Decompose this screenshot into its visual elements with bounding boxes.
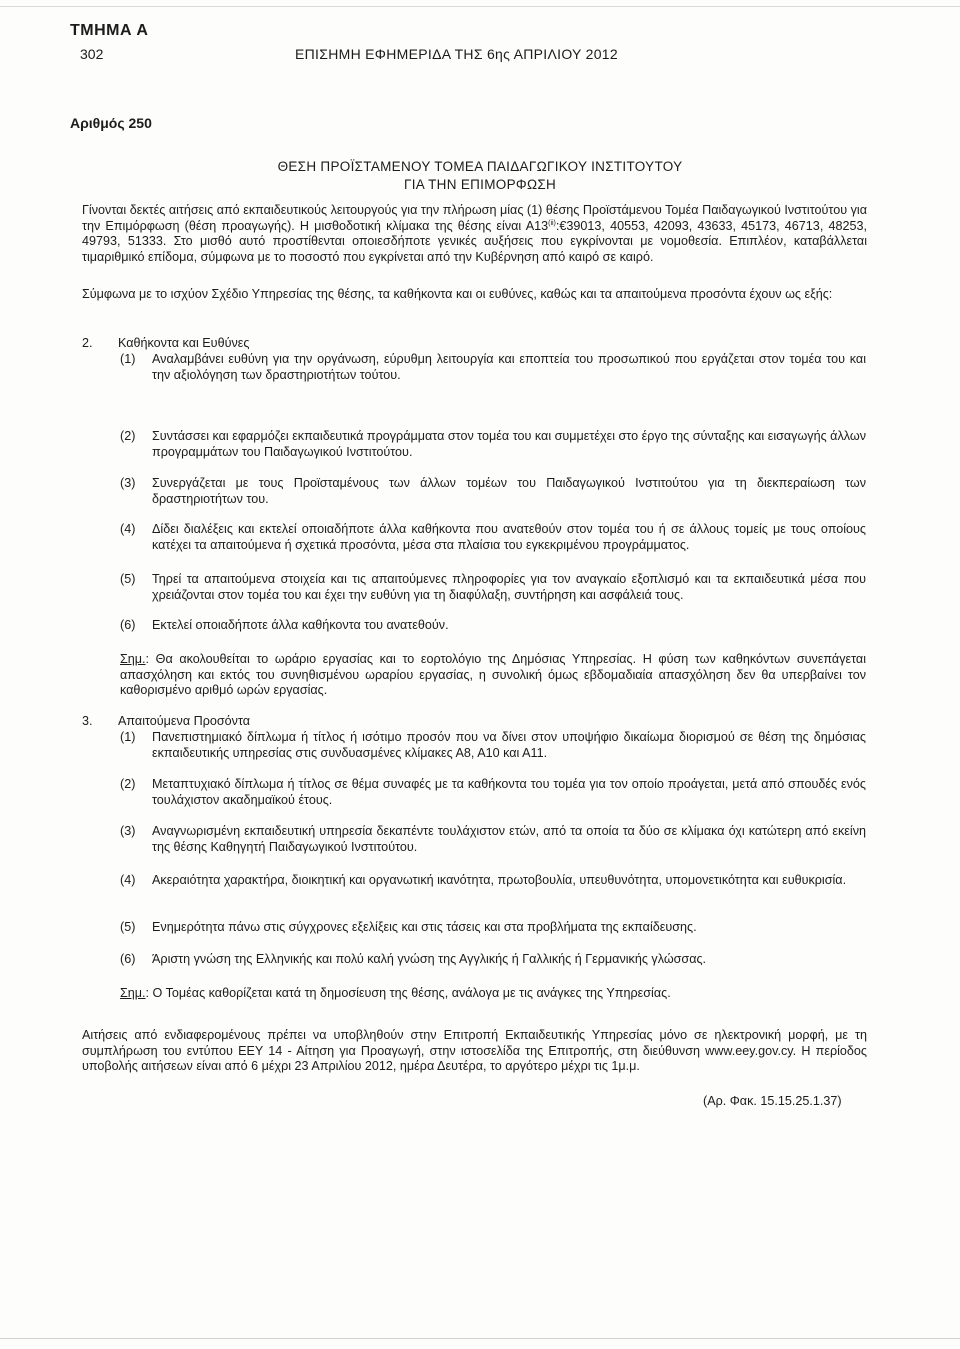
qualification-item-text: Ακεραιότητα χαρακτήρα, διοικητική και οργανωτική ικανότητα, πρωτοβουλία, υπευθυνότητα, υπομονετικότητα και ευθυκρισία. — [152, 873, 847, 887]
notice-number: Αριθμός 250 — [70, 115, 152, 131]
duty-item-text: Αναλαμβάνει ευθύνη για την οργάνωση, εύρυθμη λειτουργία και εποπτεία του προσωπικού που εργάζεται στον τομέα του και την αξιολόγηση των δραστηριοτήτων τούτου. — [152, 352, 866, 382]
closing-paragraph: Αιτήσεις από ενδιαφερομένους πρέπει να υποβληθούν στην Επιτροπή Εκπαιδευτικής Υπηρεσίας μόνο σε ηλεκτρονική μορφή, με τη συμπλήρωση του εντύπου ΕΕΥ 14 - Αίτηση για Προαγωγή, στην ιστοσελίδα της Επιτροπής, στη διεύθυνση www.eey.gov.cy. Η περίοδος υποβολής αιτήσεων είναι από 6 μέχρι 23 Απριλίου 2012, ημέρα Δευτέρα, το αργότερο μέχρι τις 1μ.μ. — [82, 1028, 867, 1074]
duty-item-text: Τηρεί τα απαιτούμενα στοιχεία και τις απαιτούμενες πληροφορίες για τον αναγκαίο εξοπλισμό και τα εκπαιδευτικά μέσα που χρειάζονται στον τομέα του και έχει την ευθύνη για τη διαφύλαξη, συντήρηση και ασφάλειά τους. — [152, 572, 866, 602]
intro-superscript: (ii) — [548, 219, 556, 227]
qualifications-note — [120, 986, 866, 1002]
duty-item-number: (3) — [120, 476, 136, 490]
intro-part2: :€39013, 40553, 42093, 43633, 45173, 46713, 48253, 49793, 51333. Στο μισθό αυτό προστίθενται οποιεσδήποτε γενικές αυξήσεις που εγκρίνονται με νομοθεσία. Επιπλέον, καταβάλλεται τιμαριθμικό επίδομα, σύμφωνα με το ποσοστό που εγκρίνεται από την Κυβέρνηση από καιρό σε καιρό. — [82, 218, 867, 264]
duty-item-number: (5) — [120, 572, 136, 586]
duty-item-text: Συνεργάζεται με τους Προϊσταμένους των άλλων τομέων του Παιδαγωγικού Ινστιτούτου για τη διεκπεραίωση των δραστηριοτήτων του. — [152, 476, 866, 506]
qualification-item-text: Άριστη γνώση της Ελληνικής και πολύ καλή γνώση της Αγγλικής ή Γαλλικής ή Γερμανικής γλώσσας. — [152, 952, 707, 966]
top-rule — [0, 6, 960, 7]
bottom-rule — [0, 1338, 960, 1339]
intro-part1: Γίνονται δεκτές αιτήσεις από εκπαιδευτικούς λειτουργούς για την πλήρωση μίας (1) θέσης Προϊστάμενου Τομέα Παιδαγωγικού Ινστιτούτου για την Επιμόρφωση (θέση προαγωγής). Η μισθοδοτική κλίμακα της θέσης είναι Α13 — [82, 203, 867, 233]
qualification-item — [120, 873, 866, 889]
position-title-line1: ΘΕΣΗ ΠΡΟΪΣΤΑΜΕΝΟΥ ΤΟΜΕΑ ΠΑΙΔΑΓΩΓΙΚΟΥ ΙΝΣΤΙΤΟΥΤΟΥ — [277, 159, 683, 174]
qualification-item-number: (4) — [120, 873, 136, 887]
qualification-item-number: (1) — [120, 730, 136, 744]
duties-heading — [82, 336, 250, 352]
duties-note — [120, 652, 866, 699]
duty-item — [120, 618, 866, 634]
note-text: : Ο Τομέας καθορίζεται κατά τη δημοσίευση της θέσης, ανάλογα με τις ανάγκες της Υπηρεσίας. — [145, 986, 671, 1000]
qualification-item — [120, 777, 866, 808]
qualification-item-number: (6) — [120, 952, 136, 966]
duties-heading-text: Καθήκοντα και Ευθύνες — [118, 336, 250, 350]
duty-item — [120, 572, 866, 603]
duty-item-text: Συντάσσει και εφαρμόζει εκπαιδευτικά προγράμματα στον τομέα του και συμμετέχει στο έργο της σύνταξης και εισαγωγής άλλων προγραμμάτων του Παιδαγωγικού Ινστιτούτου. — [152, 429, 866, 459]
duty-item-text: Εκτελεί οποιαδήποτε άλλα καθήκοντα του ανατεθούν. — [152, 618, 449, 632]
qualification-item — [120, 952, 866, 968]
qualification-item-text: Πανεπιστημιακό δίπλωμα ή τίτλος ή ισότιμο προσόν που να δίνει στον υποψήφιο δικαίωμα διορισμού σε θέση της δημόσιας εκπαιδευτικής υπηρεσίας στις συνδυασμένες κλίμακες Α8, Α10 και Α11. — [152, 730, 866, 760]
duties-number: 2. — [82, 336, 93, 350]
file-reference: (Αρ. Φακ. 15.15.25.1.37) — [703, 1094, 842, 1108]
qualification-item — [120, 920, 866, 936]
note-label: Σημ. — [120, 986, 146, 1000]
section-label: ΤΜΗΜΑ Α — [70, 22, 149, 39]
qualification-item-number: (5) — [120, 920, 136, 934]
qualifications-heading — [82, 714, 251, 730]
qualification-item-text: Ενημερότητα πάνω στις σύγχρονες εξελίξεις και στις τάσεις και στα προβλήματα της εκπαίδευσης. — [152, 920, 697, 934]
qualification-item-text: Μεταπτυχιακό δίπλωμα ή τίτλος σε θέμα συναφές με τα καθήκοντα του τομέα για τον οποίο προάγεται, μετά από σπουδές ενός τουλάχιστον ακαδημαϊκού έτους. — [152, 777, 866, 807]
qualification-item — [120, 824, 866, 855]
duty-item — [120, 429, 866, 460]
duty-item-number: (4) — [120, 522, 136, 536]
note-label: Σημ. — [120, 652, 146, 666]
note-text: : Θα ακολουθείται το ωράριο εργασίας και το εορτολόγιο της Δημόσιας Υπηρεσίας. Η φύση των καθηκόντων συνεπάγεται απασχόληση και εκτός του συνηθισμένου ωραρίου εργασίας, η συνολική όμως εβδομαδιαία απασχόληση δεν θα υπερβαίνει τον καθορισμένο αριθμό ωρών εργασίας. — [120, 652, 866, 698]
duty-item-number: (1) — [120, 352, 136, 366]
duty-item-number: (6) — [120, 618, 136, 632]
duty-item — [120, 522, 866, 553]
duty-item-number: (2) — [120, 429, 136, 443]
qualifications-heading-text: Απαιτούμενα Προσόντα — [118, 714, 251, 728]
intro-paragraph — [82, 203, 867, 265]
gazette-title: ΕΠΙΣΗΜΗ ΕΦΗΜΕΡΙΔΑ ΤΗΣ 6ης ΑΠΡΙΛΙΟΥ 2012 — [295, 46, 618, 62]
according-paragraph: Σύμφωνα με το ισχύον Σχέδιο Υπηρεσίας της θέσης, τα καθήκοντα και οι ευθύνες, καθώς και τα απαιτούμενα προσόντα έχουν ως εξής: — [82, 287, 833, 301]
qualification-item-number: (2) — [120, 777, 136, 791]
qualification-item-text: Αναγνωρισμένη εκπαιδευτική υπηρεσία δεκαπέντε τουλάχιστον ετών, από τα οποία τα δύο σε κλίμακα όχι κατώτερη από εκείνη της θέσης Καθηγητή Παιδαγωγικού Ινστιτούτου. — [152, 824, 866, 854]
duty-item — [120, 476, 866, 507]
position-title-line2: ΓΙΑ ΤΗΝ ΕΠΙΜΟΡΦΩΣΗ — [403, 177, 557, 192]
page-number: 302 — [80, 46, 104, 62]
qualifications-number: 3. — [82, 714, 93, 728]
qualification-item-number: (3) — [120, 824, 136, 838]
qualification-item — [120, 730, 866, 761]
duty-item-text: Δίδει διαλέξεις και εκτελεί οποιαδήποτε άλλα καθήκοντα που ανατεθούν στον τομέα του ή σε άλλους τομείς με τους οποίους κατέχει τα απαιτούμενα ή σχετικά προσόντα, μέσα στα πλαίσια του εγκεκριμένου προγράμματος. — [152, 522, 866, 552]
duty-item — [120, 352, 866, 383]
